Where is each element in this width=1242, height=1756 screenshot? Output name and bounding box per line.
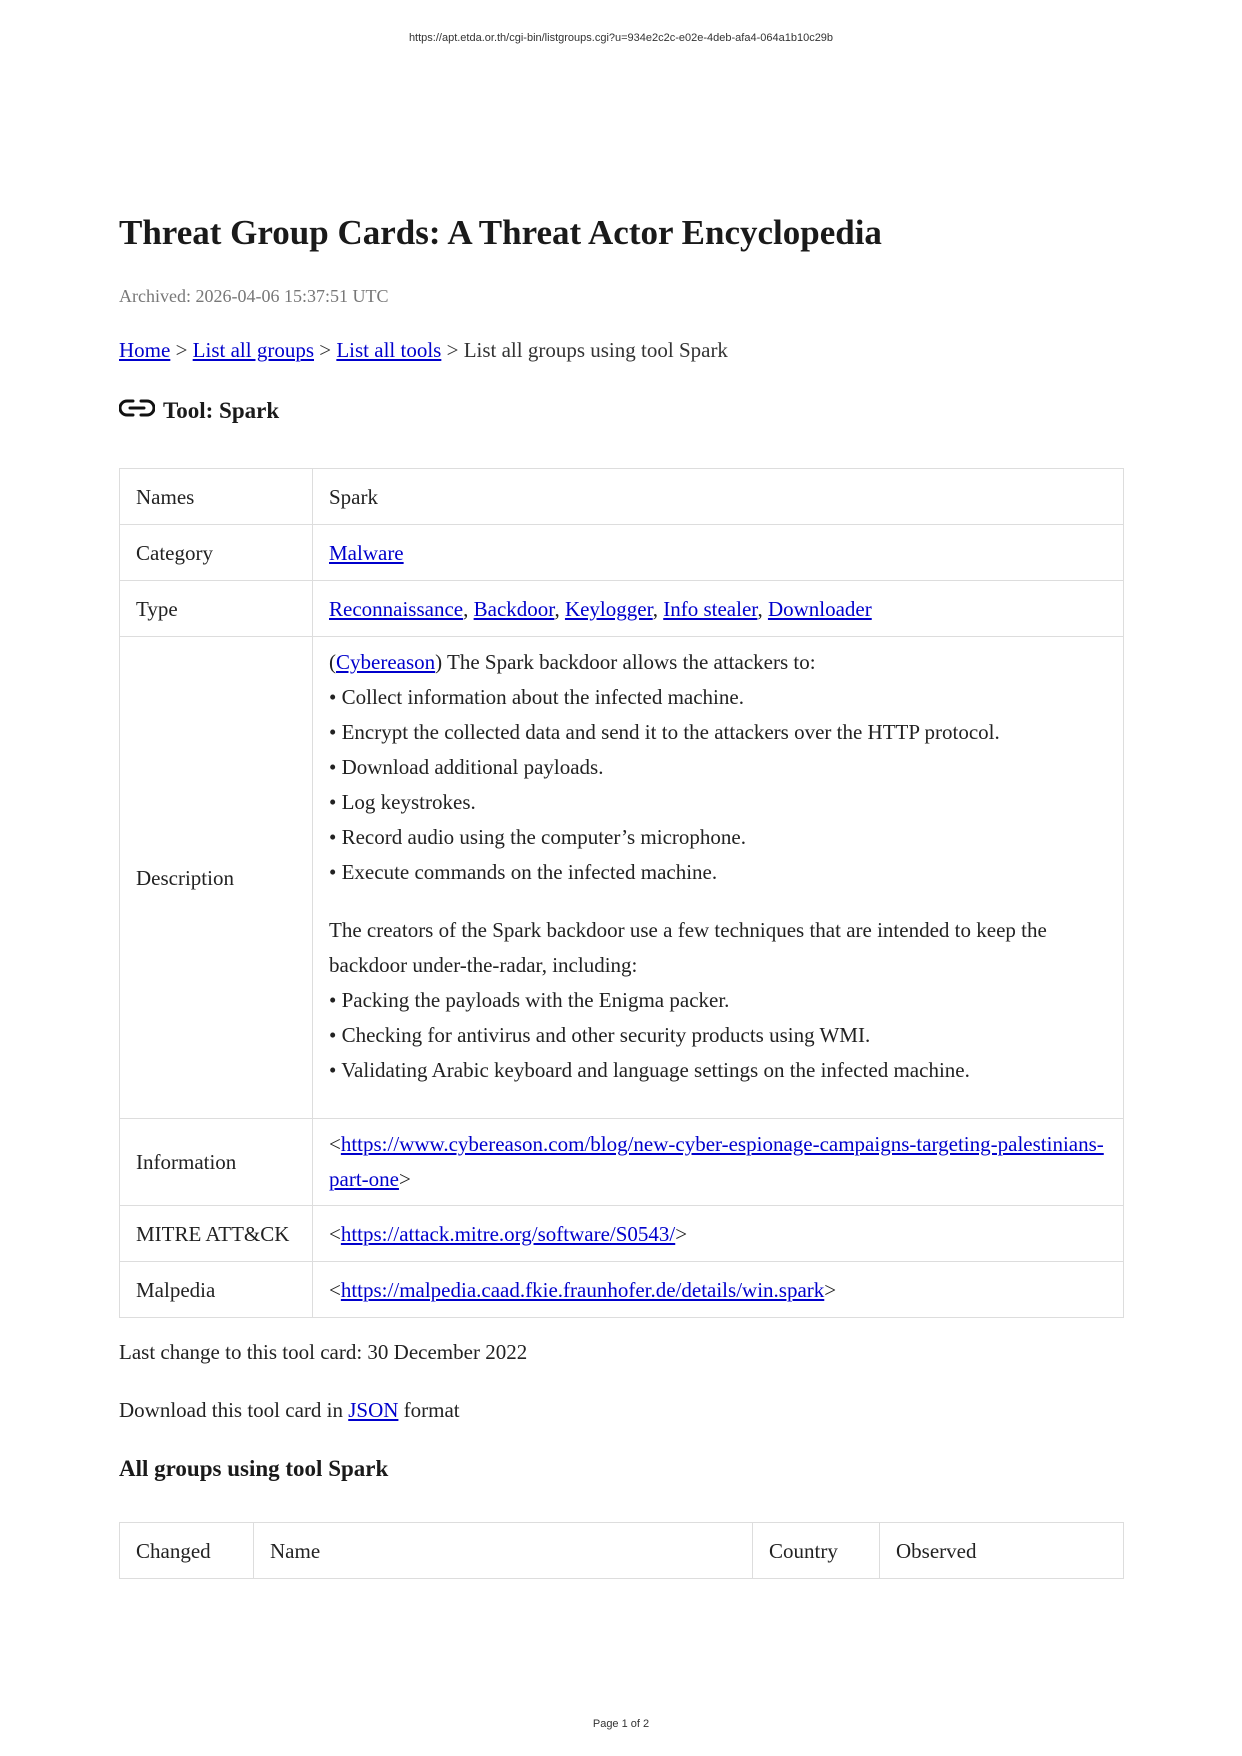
breadcrumb-tools-link[interactable]: List all tools <box>336 338 442 362</box>
tool-info-table <box>119 468 1124 1318</box>
category-link[interactable]: Malware <box>329 540 404 565</box>
type-separator: , <box>652 596 658 621</box>
description-paragraph <box>329 913 1107 1088</box>
breadcrumb-home-link[interactable]: Home <box>119 338 171 362</box>
mitre-label: MITRE ATT&CK <box>120 1206 313 1262</box>
description-label: Description <box>120 637 313 1119</box>
groups-table <box>119 1522 1124 1579</box>
information-label: Information <box>120 1119 313 1206</box>
type-link-backdoor[interactable]: Backdoor <box>473 596 555 621</box>
description-para-text: The creators of the Spark backdoor use a few techniques that are intended to keep the backdoor under-the-radar, including: <box>329 918 1047 977</box>
breadcrumb-groups-link[interactable]: List all groups <box>192 338 314 362</box>
malpedia-value <box>313 1262 1124 1318</box>
cybereason-link[interactable]: Cybereason <box>336 650 436 674</box>
download-suffix: format <box>403 1398 460 1422</box>
table-row <box>120 1119 1124 1206</box>
type-link-downloader[interactable]: Downloader <box>767 596 872 621</box>
breadcrumb <box>119 338 728 363</box>
json-download-link[interactable]: JSON <box>348 1398 399 1422</box>
description-bullet: • Download additional payloads. <box>329 755 604 779</box>
malpedia-label: Malpedia <box>120 1262 313 1318</box>
mitre-value <box>313 1206 1124 1262</box>
download-line <box>119 1398 460 1423</box>
description-bullet: • Record audio using the computer’s microphone. <box>329 825 746 849</box>
last-change: Last change to this tool card: 30 December 2022 <box>119 1340 528 1364</box>
breadcrumb-separator: > <box>446 338 459 362</box>
print-header-url: https://apt.etda.or.th/cgi-bin/listgroups.cgi?u=934e2c2c-e02e-4deb-afa4-064a1b10c29b <box>408 32 834 44</box>
column-header-name[interactable]: Name <box>254 1523 753 1579</box>
type-link-reconnaissance[interactable]: Reconnaissance <box>329 596 464 621</box>
table-row <box>120 637 1124 1119</box>
column-header-observed[interactable]: Observed <box>880 1523 1124 1579</box>
lt: < <box>329 1132 341 1156</box>
column-header-country[interactable]: Country <box>753 1523 880 1579</box>
tool-heading-text: Tool: Spark <box>163 398 280 423</box>
description-bullet: • Execute commands on the infected machine. <box>329 860 718 884</box>
type-label: Type <box>120 581 313 637</box>
malpedia-link[interactable]: https://malpedia.caad.fkie.fraunhofer.de/details/win.spark <box>340 1277 825 1302</box>
type-separator: , <box>757 596 763 621</box>
description-value <box>313 637 1124 1119</box>
description-bullet: • Checking for antivirus and other security products using WMI. <box>329 1023 871 1047</box>
page-title: Threat Group Cards: A Threat Actor Encyclopedia <box>119 213 882 252</box>
breadcrumb-current: List all groups using tool Spark <box>463 338 728 362</box>
gt: > <box>398 1167 411 1191</box>
description-bullet: • Encrypt the collected data and send it to the attackers over the HTTP protocol. <box>329 720 1000 744</box>
lt: < <box>329 1221 341 1246</box>
column-header-changed[interactable]: Changed <box>120 1523 254 1579</box>
category-label: Category <box>120 525 313 581</box>
description-intro-text: ) The Spark backdoor allows the attackers to: <box>435 650 816 674</box>
table-row <box>120 1206 1124 1262</box>
description-intro <box>329 645 1107 680</box>
paren-open: ( <box>329 650 336 674</box>
archived-timestamp: Archived: 2026-04-06 15:37:51 UTC <box>119 286 389 306</box>
information-link[interactable]: https://www.cybereason.com/blog/new-cyber-espionage-campaigns-targeting-palestinians-part-one <box>329 1132 1104 1191</box>
breadcrumb-separator: > <box>319 338 332 362</box>
description-bullet: • Log keystrokes. <box>329 790 476 814</box>
description-bullet: • Validating Arabic keyboard and language settings on the infected machine. <box>329 1058 970 1082</box>
description-bullet: • Packing the payloads with the Enigma packer. <box>329 988 730 1012</box>
table-row <box>120 581 1124 637</box>
table-row <box>120 1262 1124 1318</box>
type-link-keylogger[interactable]: Keylogger <box>564 596 653 621</box>
names-value: Spark <box>313 469 1124 525</box>
tool-heading <box>119 398 279 424</box>
mitre-link[interactable]: https://attack.mitre.org/software/S0543/ <box>340 1221 676 1246</box>
gt: > <box>824 1277 837 1302</box>
gt: > <box>675 1221 688 1246</box>
type-separator: , <box>463 596 469 621</box>
table-row <box>120 469 1124 525</box>
breadcrumb-separator: > <box>175 338 188 362</box>
page-number: Page 1 of 2 <box>592 1718 650 1730</box>
groups-heading: All groups using tool Spark <box>119 1456 389 1481</box>
category-value <box>313 525 1124 581</box>
information-value <box>313 1119 1124 1206</box>
lt: < <box>329 1277 341 1302</box>
type-separator: , <box>554 596 560 621</box>
type-link-info-stealer[interactable]: Info stealer <box>663 596 758 621</box>
description-bullet: • Collect information about the infected machine. <box>329 685 744 709</box>
type-value <box>313 581 1124 637</box>
table-row <box>120 525 1124 581</box>
download-prefix: Download this tool card in <box>119 1398 343 1422</box>
names-label: Names <box>120 469 313 525</box>
table-header-row <box>120 1523 1124 1579</box>
link-icon <box>119 398 155 418</box>
